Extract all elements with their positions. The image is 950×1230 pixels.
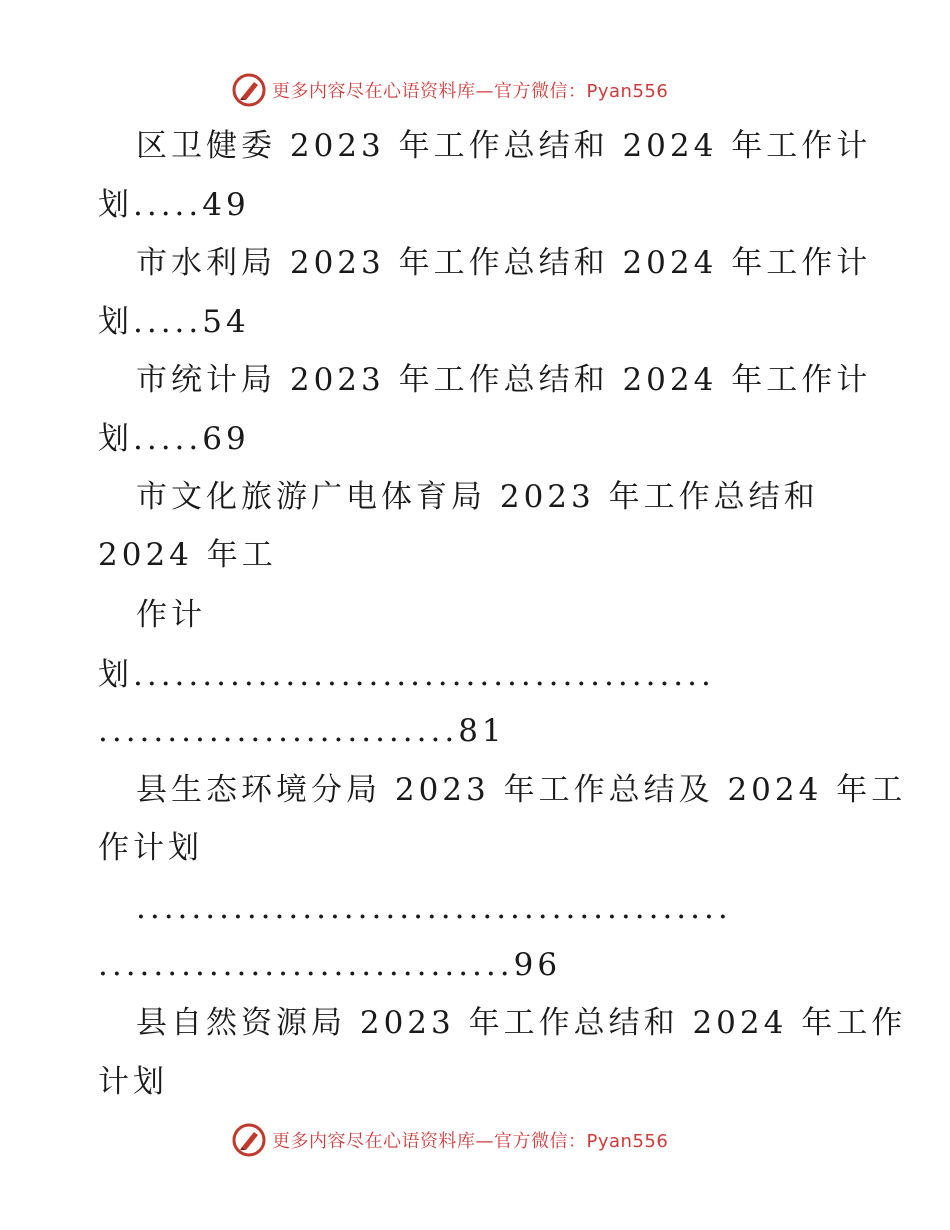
toc-entry-title: 县自然资源局 2023 年工作总结和 2024 年工作 — [136, 1005, 907, 1041]
toc-entry-page: 划.....49 — [98, 187, 250, 223]
toc-entry-page: ..............................96 — [98, 947, 562, 983]
footer-banner — [232, 1120, 668, 1160]
toc-entry-leader: ........................................... — [136, 890, 732, 926]
toc-entry-page: ..........................81 — [98, 713, 506, 749]
toc-entry-title: 市水利局 2023 年工作总结和 2024 年工作计 — [136, 245, 872, 281]
toc-entry-page: 划.....69 — [98, 421, 250, 457]
header-banner-text: 更多内容尽在心语资料库—官方微信：Pyan556 — [272, 81, 669, 102]
toc-entry-page: 划.....54 — [98, 304, 250, 340]
pen-logo-icon — [232, 73, 266, 107]
header-banner — [232, 70, 668, 110]
toc-entry-title: 区卫健委 2023 年工作总结和 2024 年工作计 — [136, 128, 872, 164]
toc-entry-title-cont: 作计划 — [98, 830, 203, 866]
toc-entry-leader: 划.......................................... — [98, 657, 715, 693]
footer-banner-text: 更多内容尽在心语资料库—官方微信：Pyan556 — [272, 1131, 669, 1152]
toc-entry-title: 县生态环境分局 2023 年工作总结及 2024 年工 — [136, 772, 907, 808]
toc-entry-title-cont: 计划 — [98, 1064, 168, 1100]
pen-logo-icon — [232, 1123, 266, 1157]
toc-entry-title: 市文化旅游广电体育局 2023 年工作总结和 — [136, 479, 819, 515]
toc-entry-title-cont: 作计 — [136, 597, 206, 633]
toc-entry-title-cont: 2024 年工 — [98, 537, 277, 573]
toc-entry-title: 市统计局 2023 年工作总结和 2024 年工作计 — [136, 362, 872, 398]
